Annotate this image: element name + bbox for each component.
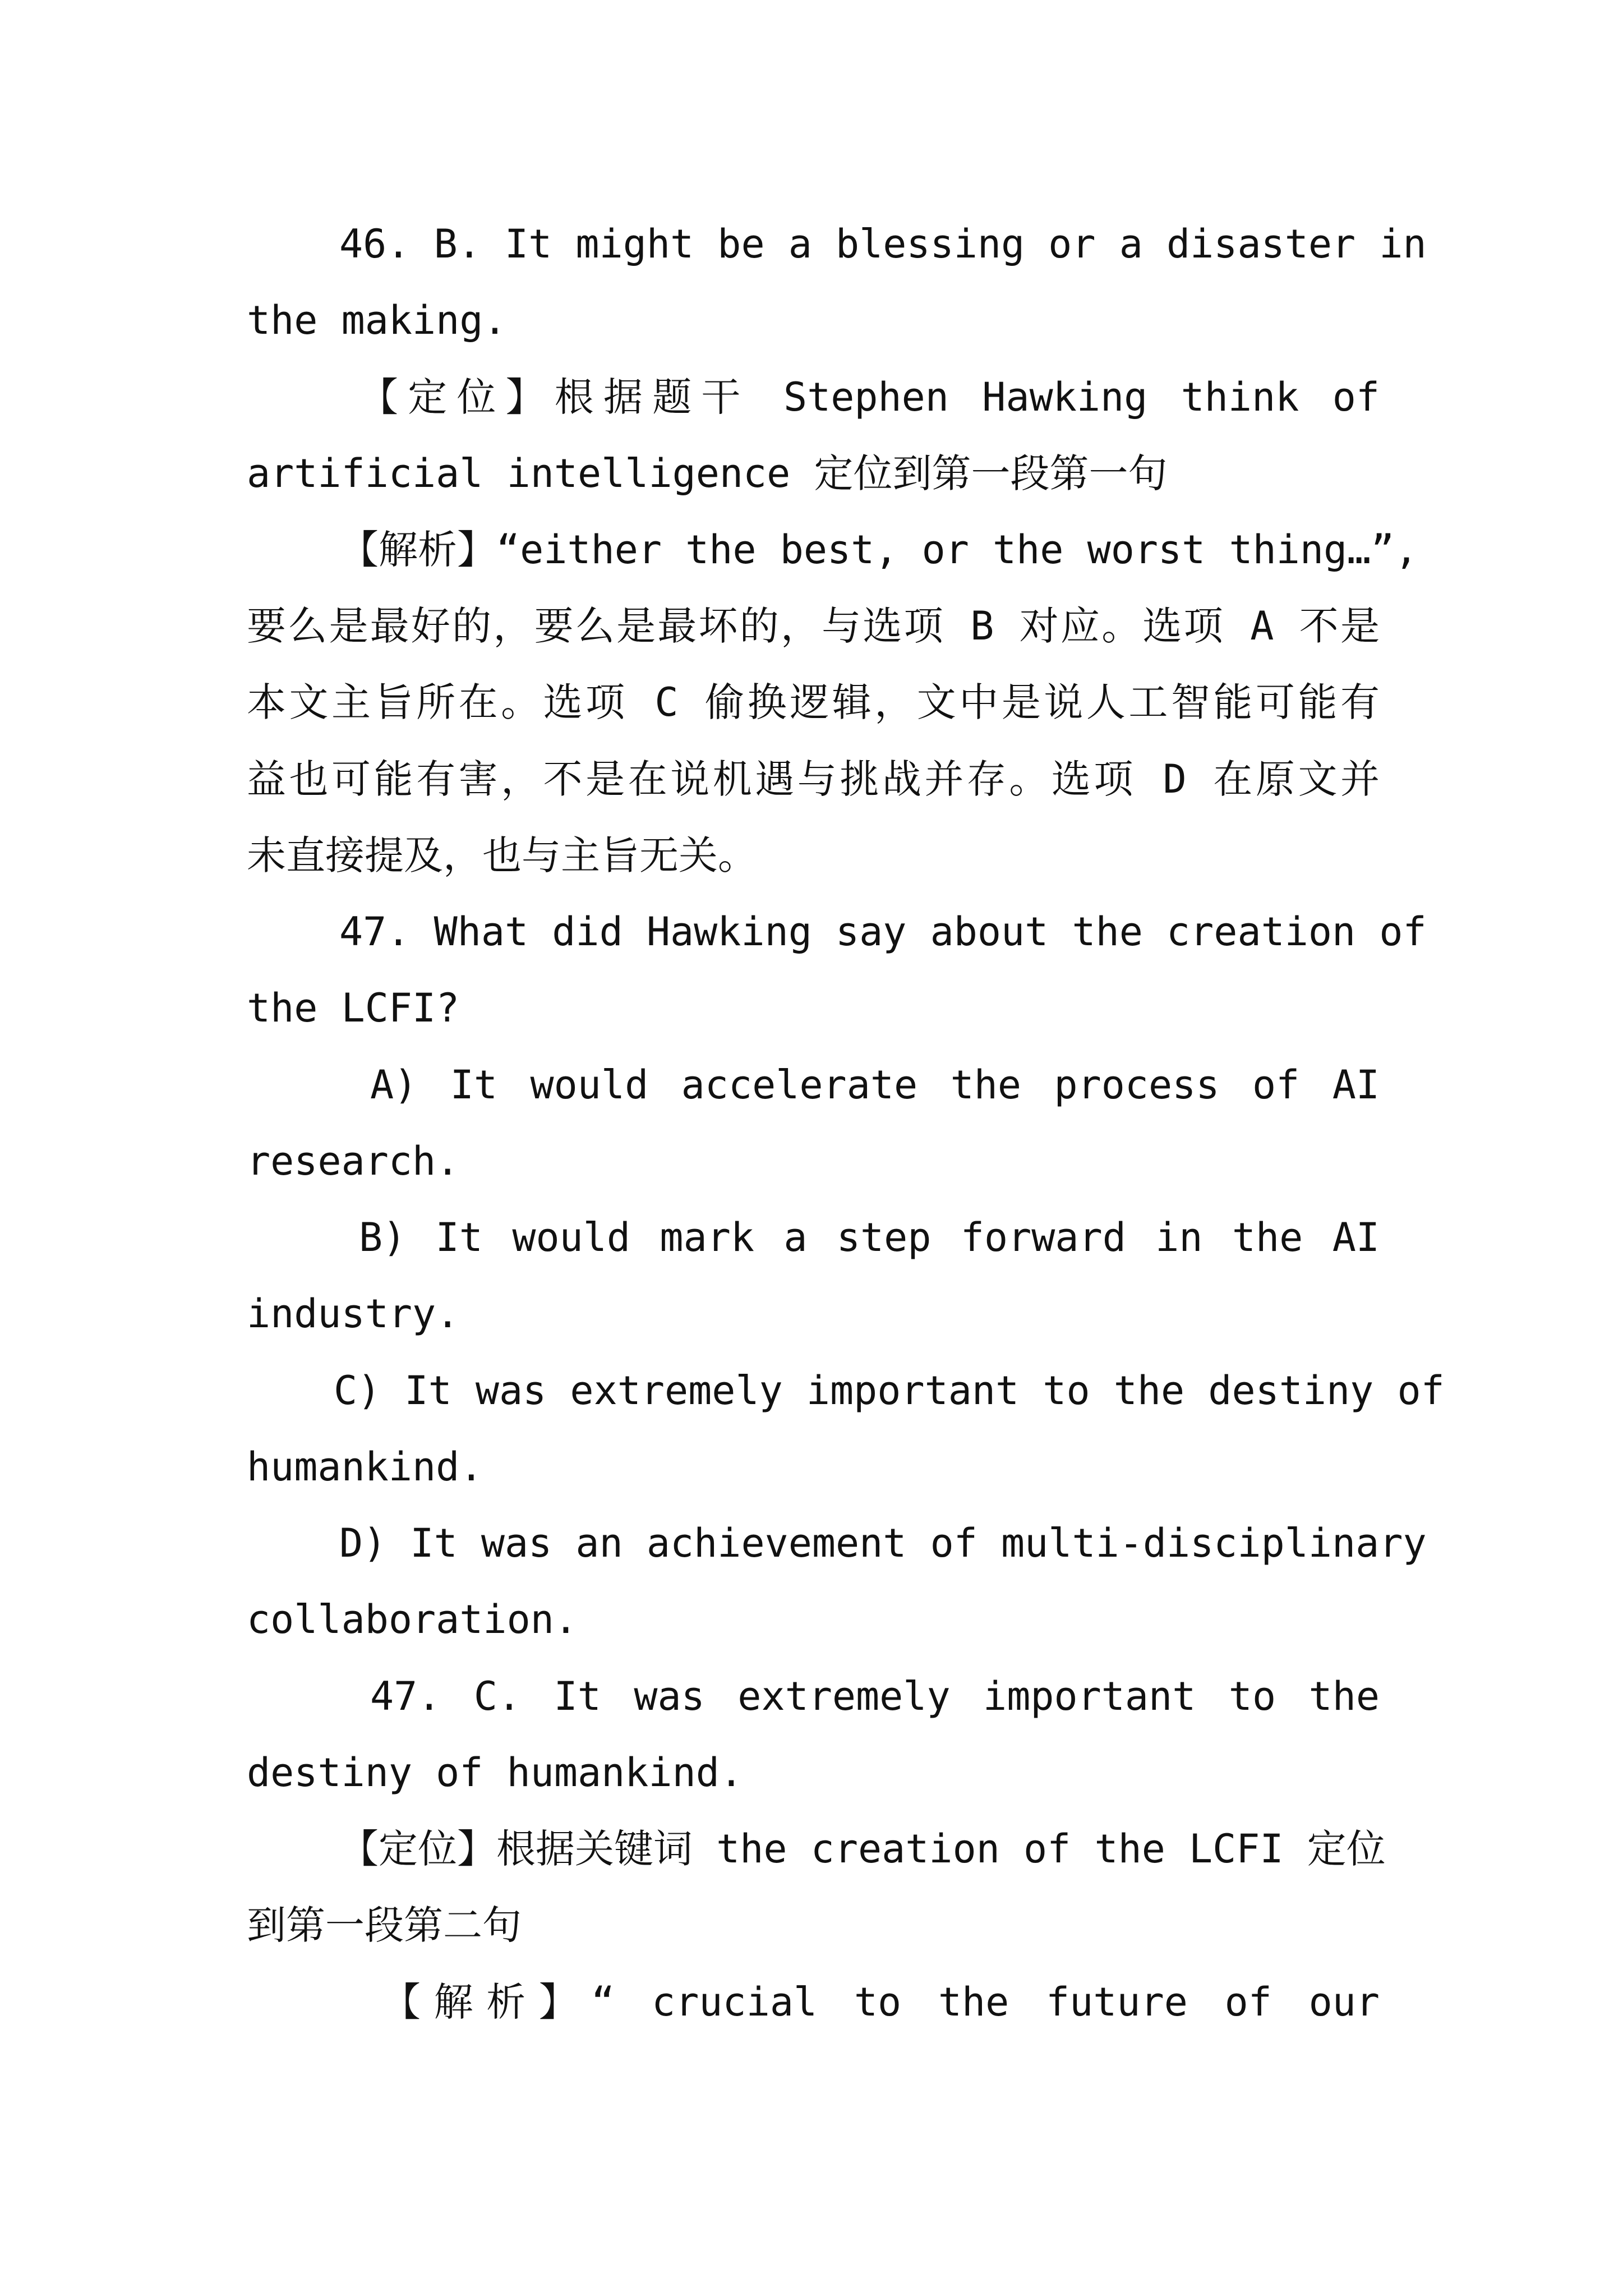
answer-47-line-1: 47. C. It was extremely important to the — [370, 1673, 1380, 1719]
analysis-46-line-2: 要么是最好的，要么是最坏的，与选项 B 对应。选项 A 不是 — [247, 603, 1380, 649]
analysis-46-line-5: 未直接提及，也与主旨无关。 — [247, 832, 757, 878]
option-c-line-1: C) It was extremely important to the destiny of — [334, 1368, 1445, 1414]
question-47-line-1: 47. What did Hawking say about the creation of — [339, 909, 1427, 955]
answer-46-line-2: the making. — [247, 297, 507, 343]
option-a-line-1: A) It would accelerate the process of AI — [370, 1062, 1380, 1108]
option-b-line-1: B) It would mark a step forward in the AI — [359, 1214, 1380, 1260]
answer-46-line-1: 46. B. It might be a blessing or a disaster in — [339, 221, 1427, 267]
analysis-47-line-1: 【解析】“ crucial to the future of our — [381, 1979, 1380, 2025]
question-47-line-2: the LCFI? — [247, 985, 460, 1031]
locate-47-line-1: 【定位】根据关键词 the creation of the LCFI 定位 — [339, 1826, 1386, 1872]
analysis-46-line-1: 【解析】“either the best, or the worst thing…”, — [339, 527, 1418, 573]
locate-47-line-2: 到第一段第二句 — [247, 1902, 522, 1948]
locate-46-line-1: 【定位】根据题干 Stephen Hawking think of — [359, 374, 1380, 420]
option-a-line-2: research. — [247, 1138, 460, 1184]
locate-46-line-2: artificial intelligence 定位到第一段第一句 — [247, 450, 1168, 496]
analysis-46-line-4: 益也可能有害，不是在说机遇与挑战并存。选项 D 在原文并 — [247, 756, 1380, 802]
option-d-line-1: D) It was an achievement of multi-disciplinary — [339, 1520, 1427, 1566]
option-d-line-2: collaboration. — [247, 1596, 578, 1642]
answer-47-line-2: destiny of humankind. — [247, 1750, 744, 1796]
option-b-line-2: industry. — [247, 1291, 460, 1337]
analysis-46-line-3: 本文主旨所在。选项 C 偷换逻辑，文中是说人工智能可能有 — [247, 679, 1380, 725]
option-c-line-2: humankind. — [247, 1444, 483, 1490]
